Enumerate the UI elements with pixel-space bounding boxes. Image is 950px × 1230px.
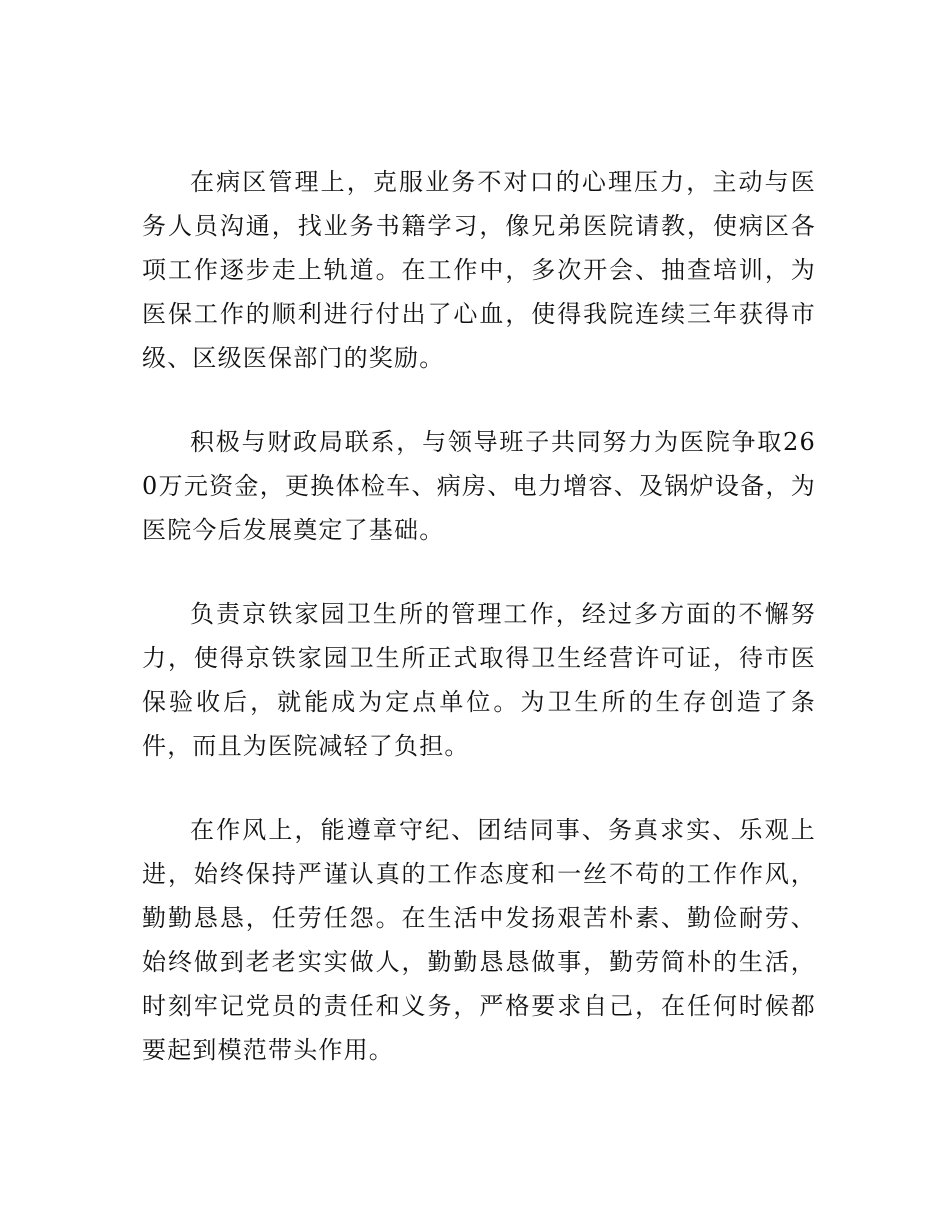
paragraph-clinic-management: 负责京铁家园卫生所的管理工作，经过多方面的不懈努力，使得京铁家园卫生所正式取得卫生经营许可证，待市医保验收后，就能成为定点单位。为卫生所的生存创造了条件，而且为医院减轻了负担。 [142,600,816,760]
paragraph-ward-management: 在病区管理上，克服业务不对口的心理压力，主动与医务人员沟通，找业务书籍学习，像兄弟医院请教，使病区各项工作逐步走上轨道。在工作中，多次开会、抽查培训，为医保工作的顺利进行付出了心血，使得我院连续三年获得市级、区级医保部门的奖励。 [142,168,816,372]
paragraph-work-style: 在作风上，能遵章守纪、团结同事、务真求实、乐观上进，始终保持严谨认真的工作态度和一丝不苟的工作作风，勤勤恳恳，任劳任怨。在生活中发扬艰苦朴素、勤俭耐劳、始终做到老老实实做人，勤勤恳恳做事，勤劳简朴的生活，时刻牢记党员的责任和义务，严格要求自己，在任何时候都要起到模范带头作用。 [142,816,816,1064]
paragraph-funding: 积极与财政局联系，与领导班子共同努力为医院争取260万元资金，更换体检车、病房、电力增容、及锅炉设备，为医院今后发展奠定了基础。 [142,428,816,544]
